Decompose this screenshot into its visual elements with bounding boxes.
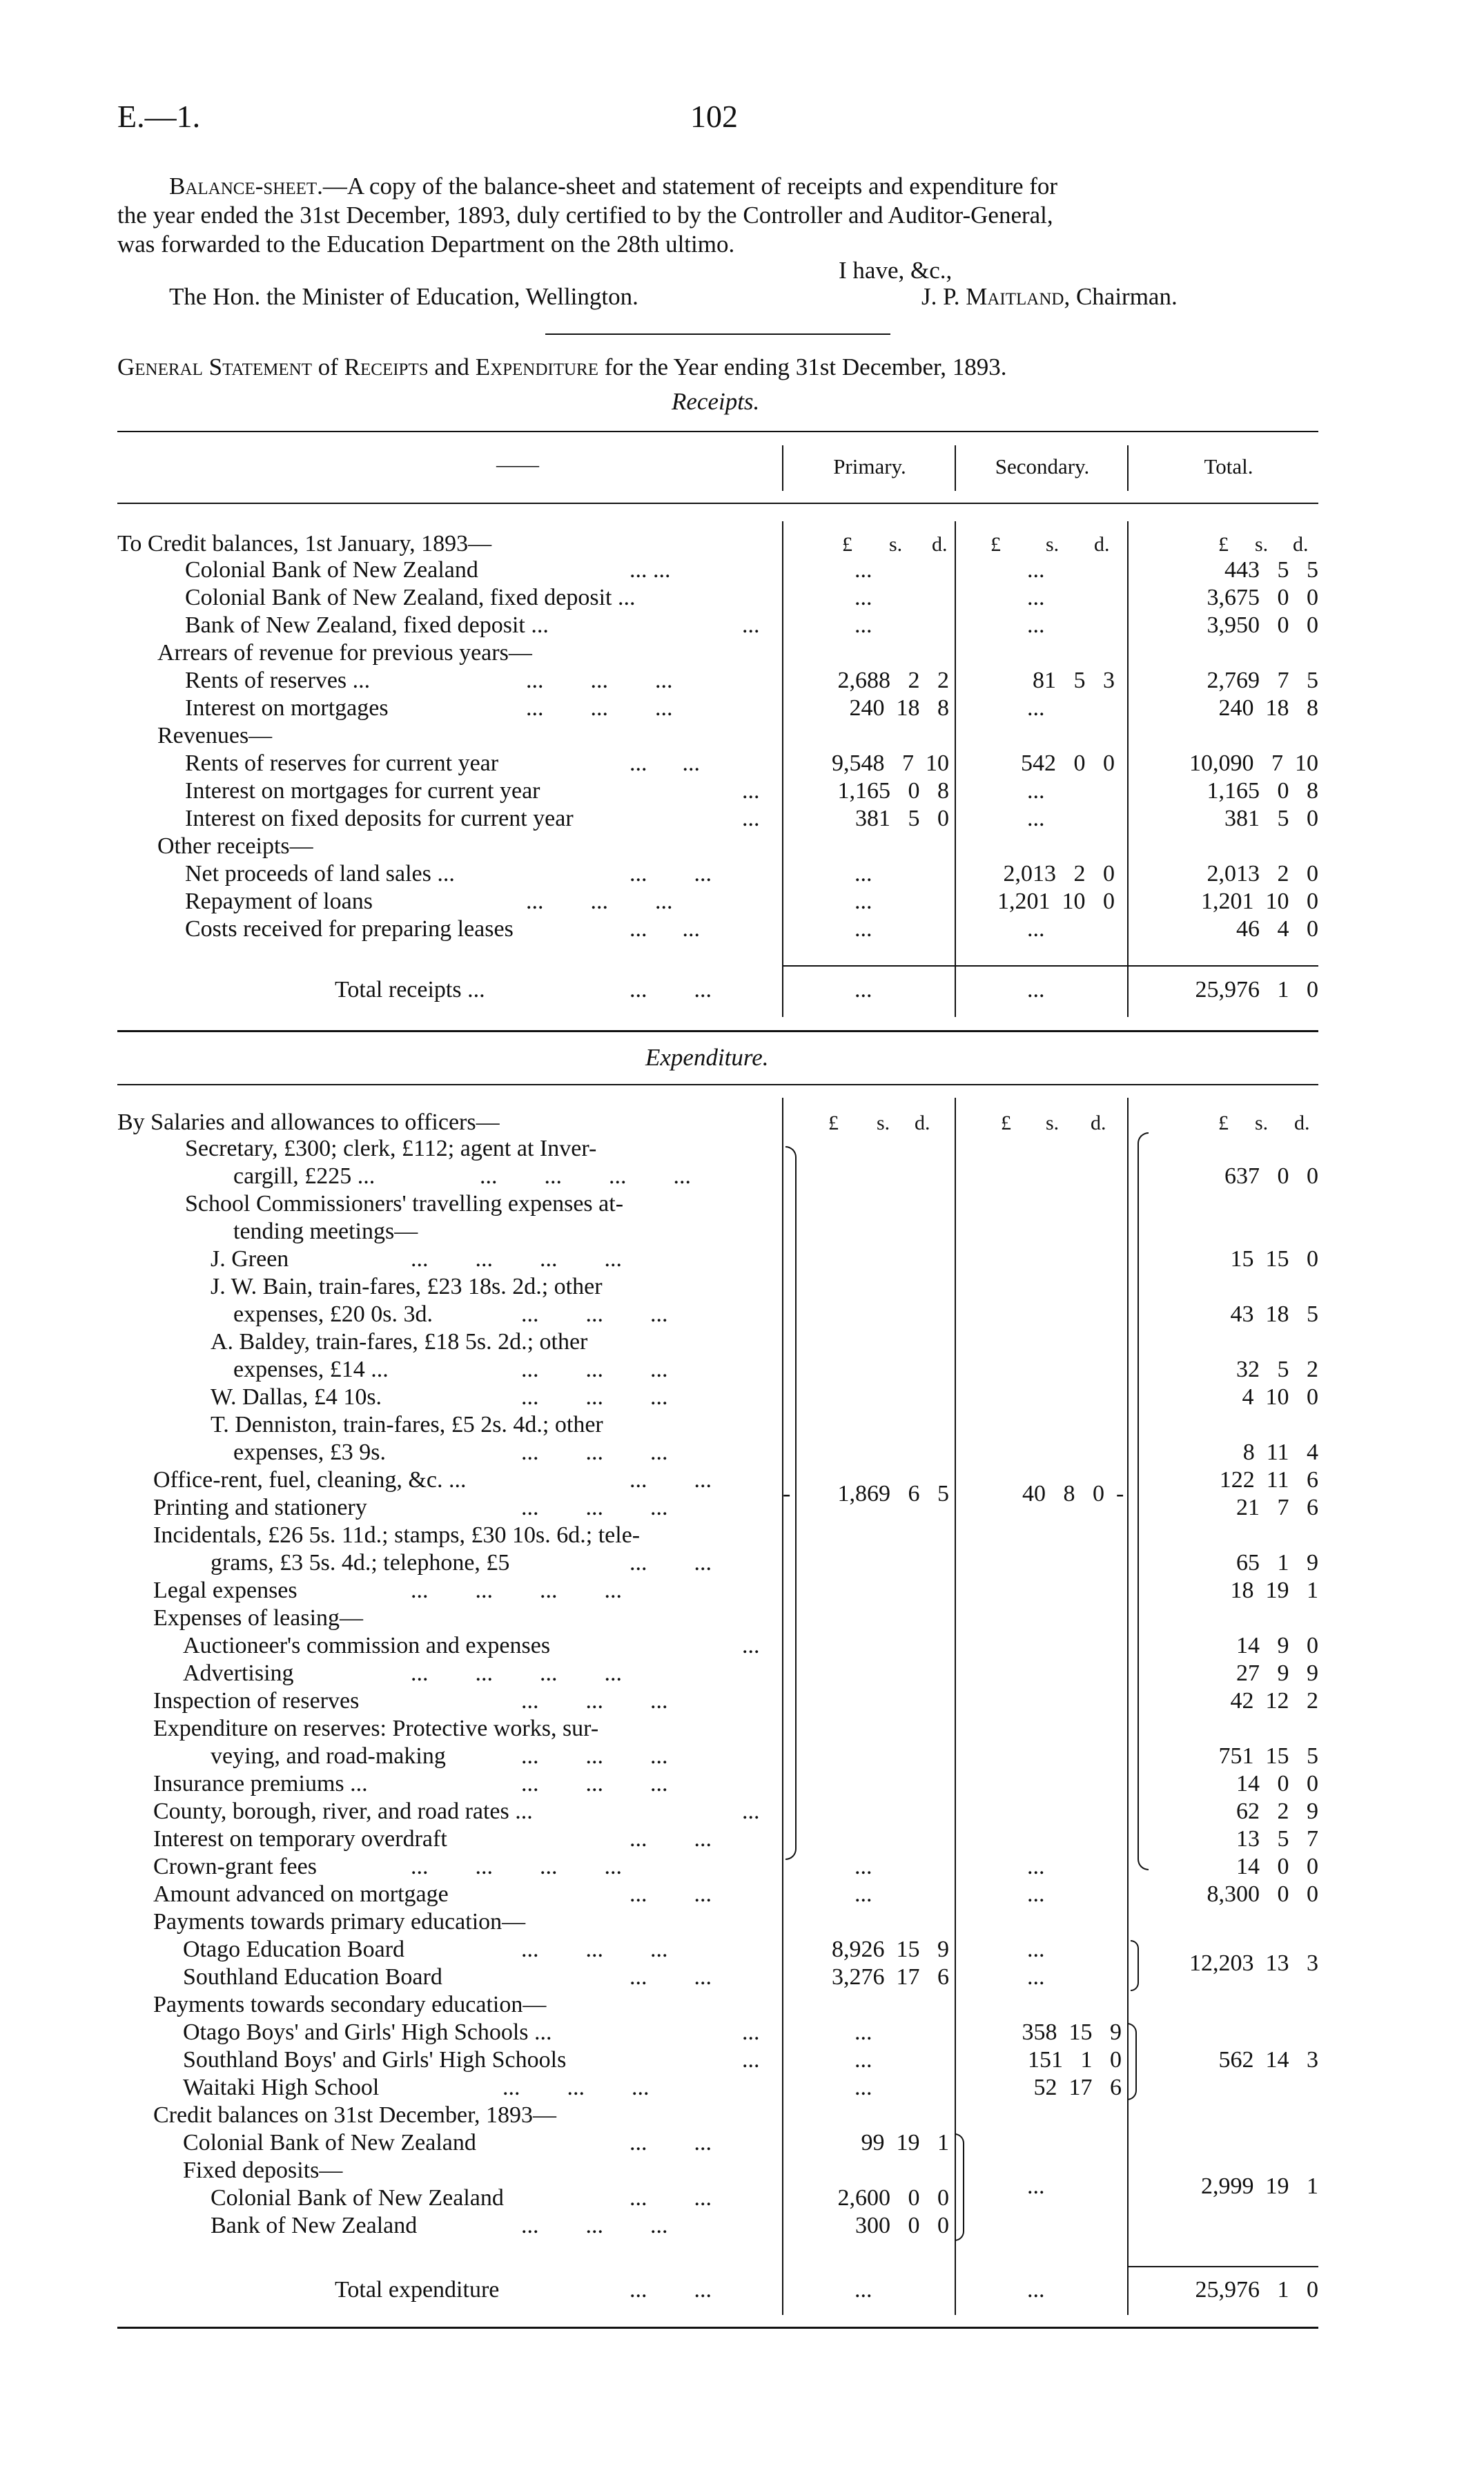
unit-pence-primary: d. <box>915 1112 930 1134</box>
expenditure-total: 122 11 6 <box>1219 1467 1318 1493</box>
col-head-total: Total. <box>1204 454 1253 478</box>
expenditure-primary: ... <box>855 2047 872 2073</box>
expenditure-primary: ... <box>855 1881 872 1907</box>
expenditure-dots: ... ... ... <box>502 2075 650 2100</box>
expenditure-row-primary-education: Payments towards primary education— <box>153 1909 526 1935</box>
section-divider <box>545 333 890 335</box>
receipt-row-arrears: Arrears of revenue for previous years— <box>157 640 532 666</box>
expenditure-secondary: 358 15 9 <box>1022 2019 1122 2045</box>
expenditure-row-credit-balances: Credit balances on 31st December, 1893— <box>153 2102 557 2128</box>
expenditure-label: grams, £3 5s. 4d.; telephone, £5 <box>211 1550 510 1576</box>
receipt-total: 46 4 0 <box>1236 916 1318 942</box>
signatory-initials: J. P. <box>921 283 960 310</box>
expenditure-dots: ... ... ... ... <box>480 1163 691 1189</box>
expenditure-dots: ... <box>742 2047 760 2073</box>
exp-col-rule-1 <box>782 1098 783 2315</box>
expenditure-secondary: 52 17 6 <box>1033 2075 1122 2100</box>
receipt-dots: ... <box>742 806 760 831</box>
expenditure-total: 15 15 0 <box>1230 1246 1318 1272</box>
expenditure-secondary: ... <box>1027 1937 1045 1962</box>
receipt-primary: ... <box>855 585 872 610</box>
receipts-head-rule <box>117 503 1318 504</box>
receipt-primary: 240 18 8 <box>849 695 949 721</box>
receipt-total: 2,013 2 0 <box>1207 861 1318 886</box>
expenditure-primary: 2,600 0 0 <box>837 2185 949 2211</box>
receipts-caption: Receipts. <box>672 388 760 415</box>
col-head-secondary: Secondary. <box>995 454 1090 478</box>
unit-shilling-secondary: s. <box>1046 533 1060 556</box>
expenditure-caption: Expenditure. <box>645 1044 769 1071</box>
addressee: The Hon. the Minister of Education, Wellington. <box>169 283 638 310</box>
receipts-total-amount: 25,976 1 0 <box>1195 977 1318 1002</box>
receipt-dots: ... ... <box>629 557 671 583</box>
expenditure-dots: ... ... ... <box>521 1495 668 1520</box>
primary-education-total: 12,203 13 3 <box>1189 1950 1318 1976</box>
receipts-top-rule <box>117 431 1318 432</box>
expenditure-top-rule <box>117 1084 1318 1085</box>
unit-pound-secondary: £ <box>990 533 1001 556</box>
expenditure-dots: ... ... ... <box>521 1384 668 1410</box>
expenditure-label: expenses, £3 9s. <box>233 1440 386 1465</box>
title-receipts: Receipts <box>344 353 429 380</box>
title-of: of <box>312 353 344 380</box>
expenditure-primary: ... <box>855 2075 872 2100</box>
receipt-row-credit-balances: To Credit balances, 1st January, 1893— <box>117 531 492 556</box>
signatory <box>921 283 1178 311</box>
expenditure-total: 14 0 0 <box>1236 1771 1318 1796</box>
receipt-secondary: ... <box>1027 806 1045 831</box>
receipt-secondary: 1,201 10 0 <box>997 889 1115 914</box>
exp-col-rule-2 <box>955 1098 956 2315</box>
salaries-brace-mark-left: - <box>783 1481 791 1506</box>
receipts-total-label: Total receipts ... <box>335 977 485 1002</box>
balance-sheet-heading: Balance-sheet. <box>169 173 323 200</box>
intro-line-3: was forwarded to the Education Department on the 28th ultimo. <box>117 231 735 258</box>
secondary-education-total: 562 14 3 <box>1218 2047 1318 2073</box>
expenditure-label: Inspection of reserves <box>153 1688 360 1714</box>
page-number: 102 <box>690 99 738 134</box>
receipt-row-revenues: Revenues— <box>157 723 273 748</box>
expenditure-primary: 300 0 0 <box>855 2213 949 2238</box>
expenditure-primary: ... <box>855 1854 872 1879</box>
expenditure-total: 65 1 9 <box>1236 1550 1318 1576</box>
expenditure-secondary: ... <box>1027 1964 1045 1990</box>
receipt-label: Interest on fixed deposits for current year <box>185 806 574 831</box>
receipt-secondary: ... <box>1027 612 1045 638</box>
unit-pence-total: d. <box>1293 533 1309 556</box>
title-general-statement: General Statement <box>117 353 313 380</box>
receipt-secondary: ... <box>1027 778 1045 804</box>
expenditure-dots: ... ... ... ... <box>411 1578 622 1603</box>
receipt-label: Interest on mortgages <box>185 695 389 721</box>
receipt-primary: 1,165 0 8 <box>837 778 949 804</box>
expenditure-label: Auctioneer's commission and expenses <box>183 1633 551 1658</box>
expenditure-dots: ... ... ... <box>521 1743 668 1769</box>
signatory-title: , Chairman. <box>1064 283 1178 310</box>
expenditure-dots: ... ... <box>629 1881 712 1907</box>
unit-shilling-total: s. <box>1255 1112 1269 1134</box>
expenditure-label: veying, and road-making <box>211 1743 446 1769</box>
receipt-total: 2,769 7 5 <box>1207 668 1318 693</box>
balances-brace <box>955 2133 964 2241</box>
unit-pound-total: £ <box>1218 1112 1229 1134</box>
expenditure-label: Insurance premiums ... <box>153 1771 368 1796</box>
expenditure-dots: ... ... ... ... <box>411 1660 622 1686</box>
expenditure-label: W. Dallas, £4 10s. <box>211 1384 382 1410</box>
expenditure-total-primary: ... <box>855 2277 872 2303</box>
salaries-primary-amount: 1,869 6 5 <box>837 1481 949 1506</box>
expenditure-label: Printing and stationery <box>153 1495 367 1520</box>
receipt-label: Rents of reserves for current year <box>185 750 499 776</box>
receipt-total: 381 5 0 <box>1224 806 1318 831</box>
expenditure-total: 8 11 4 <box>1242 1440 1318 1465</box>
unit-shilling-primary: s. <box>877 1112 890 1134</box>
receipt-total: 1,201 10 0 <box>1201 889 1318 914</box>
unit-pound-primary: £ <box>842 533 852 556</box>
expenditure-total: 43 18 5 <box>1230 1301 1318 1327</box>
receipt-total: 1,165 0 8 <box>1207 778 1318 804</box>
expenditure-label: Colonial Bank of New Zealand <box>183 2130 476 2155</box>
expenditure-label: Office-rent, fuel, cleaning, &c. ... <box>153 1467 467 1493</box>
receipts-total-primary: ... <box>855 977 872 1002</box>
expenditure-total: 14 9 0 <box>1236 1633 1318 1658</box>
expenditure-label: School Commissioners' travelling expenses at- <box>185 1191 624 1217</box>
receipt-total: 443 5 5 <box>1224 557 1318 583</box>
expenditure-dots: ... ... <box>629 2130 712 2155</box>
expenditure-total: 32 5 2 <box>1236 1357 1318 1382</box>
expenditure-label: J. Green <box>211 1246 289 1272</box>
expenditure-dots: ... ... ... <box>521 1688 668 1714</box>
receipts-col-rule-3 <box>1127 521 1129 1017</box>
receipt-label: Net proceeds of land sales ... <box>185 861 455 886</box>
expenditure-secondary: ... <box>1027 1854 1045 1879</box>
expenditure-dots: ... ... ... <box>521 1440 668 1465</box>
expenditure-label: T. Denniston, train-fares, £5 2s. 4d.; other <box>211 1412 603 1437</box>
expenditure-total: 13 5 7 <box>1236 1826 1318 1852</box>
receipt-secondary: 81 5 3 <box>1033 668 1115 693</box>
report-reference: E.—1. <box>117 99 201 134</box>
expenditure-row-fixed-deposits: Fixed deposits— <box>183 2158 343 2183</box>
expenditure-dots: ... ... <box>629 2277 712 2303</box>
expenditure-dots: ... ... ... <box>521 1301 668 1327</box>
expenditure-total: 21 7 6 <box>1236 1495 1318 1520</box>
unit-pence-secondary: d. <box>1094 533 1110 556</box>
receipt-dots: ... <box>742 612 760 638</box>
primary-education-brace <box>1131 1940 1139 1991</box>
expenditure-label: Colonial Bank of New Zealand <box>211 2185 504 2211</box>
expenditure-row-salaries: By Salaries and allowances to officers— <box>117 1109 500 1135</box>
col-rule-head-2 <box>955 445 956 491</box>
receipt-total: 3,675 0 0 <box>1207 585 1318 610</box>
unit-shilling-primary: s. <box>889 533 903 556</box>
statement-title <box>117 353 1007 381</box>
receipt-secondary: ... <box>1027 557 1045 583</box>
expenditure-primary: 3,276 17 6 <box>832 1964 949 1990</box>
salaries-secondary-amount: 40 8 0 <box>1022 1481 1104 1506</box>
receipt-primary: 9,548 7 10 <box>832 750 949 776</box>
salaries-brace-mark: - <box>1116 1481 1124 1506</box>
expenditure-dots: ... <box>742 1633 760 1658</box>
expenditure-label: Waitaki High School <box>183 2075 380 2100</box>
expenditure-dots: ... ... ... <box>521 1357 668 1382</box>
expenditure-dots: ... ... <box>629 1964 712 1990</box>
receipt-total: 10,090 7 10 <box>1189 750 1318 776</box>
expenditure-label: expenses, £14 ... <box>233 1357 389 1382</box>
receipt-secondary: ... <box>1027 695 1045 721</box>
receipt-label: Colonial Bank of New Zealand, fixed deposit ... <box>185 585 636 610</box>
expenditure-total: 8,300 0 0 <box>1207 1881 1318 1907</box>
expenditure-secondary: ... <box>1027 1881 1045 1907</box>
closing-phrase: I have, &c., <box>839 257 953 284</box>
expenditure-dots: ... <box>742 1799 760 1824</box>
receipt-total: 3,950 0 0 <box>1207 612 1318 638</box>
exp-col-rule-3 <box>1127 1098 1129 2315</box>
expenditure-label: Southland Boys' and Girls' High Schools <box>183 2047 567 2073</box>
receipt-primary: ... <box>855 861 872 886</box>
receipt-label: Repayment of loans <box>185 889 373 914</box>
title-expenditure: Expenditure <box>475 353 599 380</box>
receipt-total: 240 18 8 <box>1218 695 1318 721</box>
unit-pence-total: d. <box>1294 1112 1310 1134</box>
receipt-secondary: ... <box>1027 916 1045 942</box>
expenditure-label: Southland Education Board <box>183 1964 442 1990</box>
receipt-label: Rents of reserves ... <box>185 668 371 693</box>
expenditure-row-leasing: Expenses of leasing— <box>153 1605 364 1631</box>
expenditure-label: tending meetings— <box>233 1219 418 1244</box>
receipt-primary: ... <box>855 612 872 638</box>
balances-secondary: ... <box>1027 2173 1045 2199</box>
unit-shilling-secondary: s. <box>1046 1112 1060 1134</box>
expenditure-label: Interest on temporary overdraft <box>153 1826 447 1852</box>
receipts-total-rule <box>782 965 1318 967</box>
signatory-name: Maitland <box>966 283 1064 310</box>
receipt-secondary: ... <box>1027 585 1045 610</box>
expenditure-bottom-rule <box>117 2327 1318 2329</box>
expenditure-secondary: 151 1 0 <box>1028 2047 1122 2073</box>
unit-pound-total: £ <box>1218 533 1229 556</box>
expenditure-label: Legal expenses <box>153 1578 297 1603</box>
receipt-secondary: 542 0 0 <box>1021 750 1115 776</box>
receipt-primary: ... <box>855 557 872 583</box>
receipt-label: Interest on mortgages for current year <box>185 778 540 804</box>
expenditure-total: 42 12 2 <box>1230 1688 1318 1714</box>
col-head-blank: —— <box>496 452 539 476</box>
receipt-dots: ... <box>742 778 760 804</box>
expenditure-primary: ... <box>855 2019 872 2045</box>
receipt-row-other: Other receipts— <box>157 833 313 859</box>
expenditure-label: expenses, £20 0s. 3d. <box>233 1301 433 1327</box>
receipts-col-rule-1 <box>782 521 783 1017</box>
expenditure-total: 14 0 0 <box>1236 1854 1318 1879</box>
expenditure-dots: ... ... ... <box>521 1771 668 1796</box>
intro-line-1 <box>169 173 1057 200</box>
receipt-dots: ... ... ... <box>526 668 673 693</box>
expenditure-dots: ... ... <box>629 2185 712 2211</box>
expenditure-dots: ... ... ... <box>521 2213 668 2238</box>
receipt-secondary: 2,013 2 0 <box>1003 861 1115 886</box>
expenditure-total: 18 19 1 <box>1230 1578 1318 1603</box>
expenditure-label: Crown-grant fees <box>153 1854 317 1879</box>
expenditure-label: Otago Education Board <box>183 1937 405 1962</box>
receipt-primary: 2,688 2 2 <box>837 668 949 693</box>
unit-pound-primary: £ <box>828 1112 839 1134</box>
expenditure-dots: ... <box>742 2019 760 2045</box>
secondary-education-brace <box>1127 2023 1137 2100</box>
expenditure-dots: ... ... ... ... <box>411 1854 622 1879</box>
unit-pence-secondary: d. <box>1091 1112 1106 1134</box>
intro-line-1-text: —A copy of the balance-sheet and statement of receipts and expenditure for <box>322 173 1058 200</box>
expenditure-label: J. W. Bain, train-fares, £23 18s. 2d.; other <box>211 1274 603 1299</box>
receipt-label: Colonial Bank of New Zealand <box>185 557 478 583</box>
title-and: and <box>428 353 476 380</box>
expenditure-dots: ... ... <box>629 1467 712 1493</box>
expenditure-primary: 8,926 15 9 <box>832 1937 949 1962</box>
expenditure-total: 27 9 9 <box>1236 1660 1318 1686</box>
expenditure-label: cargill, £225 ... <box>233 1163 375 1189</box>
receipts-col-rule-2 <box>955 521 956 1017</box>
expenditure-dots: ... ... <box>629 1826 712 1852</box>
receipt-primary: 381 5 0 <box>855 806 949 831</box>
expenditure-label: Advertising <box>183 1660 294 1686</box>
unit-pence-primary: d. <box>932 533 948 556</box>
receipts-bottom-rule <box>117 1030 1318 1032</box>
receipt-dots: ... ... <box>629 861 712 886</box>
expenditure-total-secondary: ... <box>1027 2277 1045 2303</box>
expenditure-row-secondary-education: Payments towards secondary education— <box>153 1992 547 2017</box>
col-rule-head-3 <box>1127 445 1129 491</box>
intro-line-2: the year ended the 31st December, 1893, duly certified to by the Controller and Auditor-General, <box>117 202 1053 229</box>
expenditure-label: Amount advanced on mortgage <box>153 1881 449 1907</box>
unit-shilling-total: s. <box>1255 533 1269 556</box>
unit-pound-secondary: £ <box>1001 1112 1011 1134</box>
receipt-label: Bank of New Zealand, fixed deposit ... <box>185 612 549 638</box>
receipt-dots: ... ... ... <box>526 889 673 914</box>
expenditure-label: Secretary, £300; clerk, £112; agent at Inver- <box>185 1136 597 1161</box>
expenditure-total-label: Total expenditure <box>335 2277 500 2303</box>
receipt-dots: ... ... <box>629 750 700 776</box>
expenditure-total: 4 10 0 <box>1242 1384 1318 1410</box>
expenditure-label: Incidentals, £26 5s. 11d.; stamps, £30 10s. 6d.; tele- <box>153 1522 641 1548</box>
balances-total: 2,999 19 1 <box>1201 2173 1318 2199</box>
expenditure-label: Bank of New Zealand <box>211 2213 418 2238</box>
expenditure-label: Expenditure on reserves: Protective works, sur- <box>153 1716 599 1741</box>
expenditure-total: 62 2 9 <box>1236 1799 1318 1824</box>
expenditure-dots: ... ... <box>629 1550 712 1576</box>
expenditure-label: County, borough, river, and road rates ... <box>153 1799 533 1824</box>
expenditure-total: 751 15 5 <box>1218 1743 1318 1769</box>
receipt-primary: ... <box>855 889 872 914</box>
expenditure-label: A. Baldey, train-fares, £18 5s. 2d.; other <box>211 1329 588 1355</box>
expenditure-total-rule <box>1127 2266 1318 2267</box>
expenditure-total-amount: 25,976 1 0 <box>1195 2277 1318 2303</box>
receipts-total-secondary: ... <box>1027 977 1045 1002</box>
receipt-dots: ... ... <box>629 916 700 942</box>
expenditure-dots: ... ... ... <box>521 1937 668 1962</box>
title-rest: for the Year ending 31st December, 1893. <box>598 353 1007 380</box>
expenditure-primary: 99 19 1 <box>861 2130 949 2155</box>
receipt-dots: ... ... ... <box>526 695 673 721</box>
salaries-total-brace <box>1138 1132 1149 1870</box>
receipt-dots: ... ... <box>629 977 712 1002</box>
expenditure-label: Otago Boys' and Girls' High Schools ... <box>183 2019 552 2045</box>
receipt-primary: ... <box>855 916 872 942</box>
col-head-primary: Primary. <box>833 454 906 478</box>
receipt-label: Costs received for preparing leases <box>185 916 514 942</box>
expenditure-dots: ... ... ... ... <box>411 1246 622 1272</box>
col-rule-head-1 <box>782 445 783 491</box>
expenditure-total: 637 0 0 <box>1224 1163 1318 1189</box>
